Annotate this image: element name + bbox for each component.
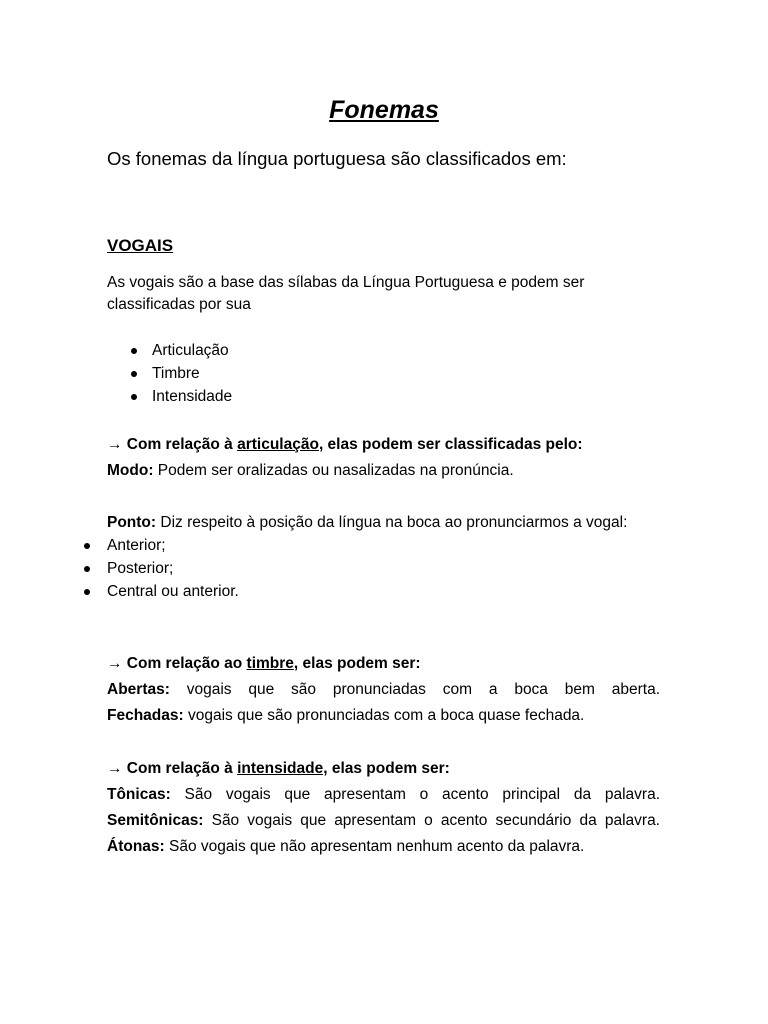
abertas-label: Abertas: — [107, 681, 170, 698]
atonas-label: Átonas: — [107, 838, 165, 855]
list-item: Articulação — [131, 339, 232, 362]
semitonicas-label: Semitônicas: — [107, 812, 204, 829]
timbre-heading: → Com relação ao timbre, elas podem ser: — [107, 655, 421, 672]
vogais-description-line1: As vogais são a base das sílabas da Língua Portuguesa e podem ser — [107, 274, 585, 291]
classification-list — [131, 339, 232, 408]
page-title: Fonemas — [329, 96, 439, 124]
bullet-icon — [131, 371, 137, 377]
semitonicas-paragraph: Semitônicas: São vogais que apresentam o acento secundário da palavra. — [107, 812, 660, 829]
intensidade-keyword: intensidade, — [237, 760, 328, 777]
atonas-paragraph: Átonas: São vogais que não apresentam nenhum acento da palavra. — [107, 838, 585, 855]
fechadas-label: Fechadas: — [107, 707, 184, 724]
vogais-description — [107, 272, 584, 316]
bullet-icon — [84, 566, 90, 572]
list-item: Intensidade — [131, 385, 232, 408]
timbre-keyword: timbre — [246, 655, 294, 672]
list-item: Anterior; — [84, 534, 239, 557]
tonicas-paragraph: Tônicas: São vogais que apresentam o acento principal da palavra. — [107, 786, 660, 803]
vogais-description-line2: classificadas por sua — [107, 296, 251, 313]
list-item: Timbre — [131, 362, 232, 385]
ponto-paragraph: Ponto: Diz respeito à posição da língua na boca ao pronunciarmos a vogal: — [107, 514, 628, 531]
list-item: Posterior; — [84, 557, 239, 580]
list-item: Central ou anterior. — [84, 580, 239, 603]
intensidade-heading: → Com relação à intensidade, elas podem ser: — [107, 760, 450, 777]
bullet-icon — [84, 589, 90, 595]
tonicas-label: Tônicas: — [107, 786, 171, 803]
bullet-icon — [84, 543, 90, 549]
modo-paragraph: Modo: Podem ser oralizadas ou nasalizadas na pronúncia. — [107, 462, 514, 479]
ponto-list — [84, 534, 239, 603]
articulacao-heading: → Com relação à articulação, elas podem ser classificadas pelo: — [107, 436, 583, 453]
abertas-paragraph: Abertas: vogais que são pronunciadas com a boca bem aberta. — [107, 681, 660, 698]
ponto-label: Ponto: — [107, 514, 157, 531]
articulacao-keyword: articulação — [237, 436, 319, 453]
bullet-icon — [131, 394, 137, 400]
intro-text: Os fonemas da língua portuguesa são classificados em: — [107, 148, 567, 169]
bullet-icon — [131, 348, 137, 354]
modo-label: Modo: — [107, 462, 154, 479]
section-heading-vogais: VOGAIS — [107, 236, 174, 255]
fechadas-paragraph: Fechadas: vogais que são pronunciadas com a boca quase fechada. — [107, 707, 585, 724]
